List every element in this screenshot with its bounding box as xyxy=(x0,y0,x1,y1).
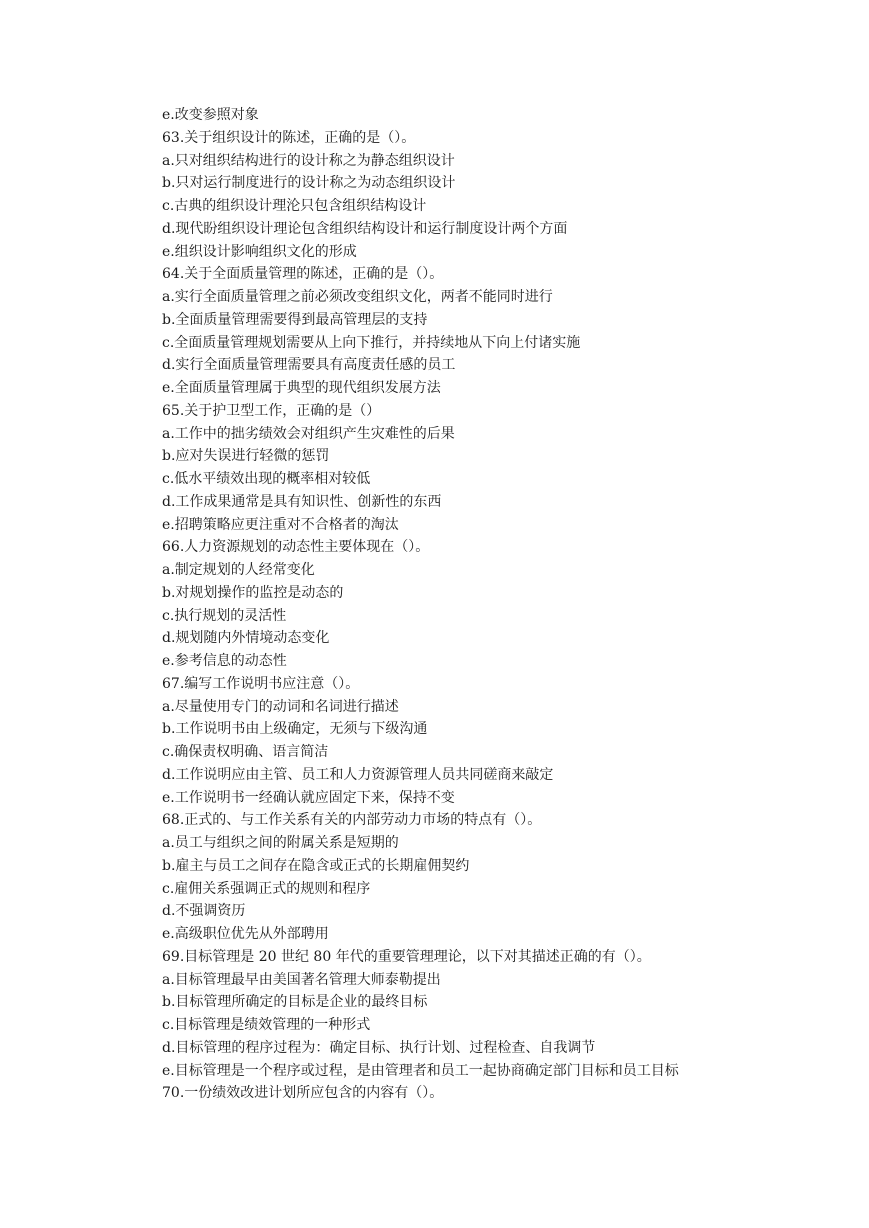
option-line: c.古典的组织设计理沦只包含组织结构设计 xyxy=(162,198,427,214)
option-line: e.工作说明书一经确认就应固定下来，保持不变 xyxy=(162,789,455,806)
option-line: b.应对失误进行轻微的惩罚 xyxy=(162,448,330,465)
option-line: d.不强调资历 xyxy=(162,903,246,920)
question-line: 68.正式的、与工作关系有关的内部劳动力市场的特点有（）。 xyxy=(162,812,542,829)
question-line: 67.编写工作说明书应注意（）。 xyxy=(162,675,360,692)
option-line: e.目标管理是一个程序或过程，是由管理者和员工一起协商确定部门目标和员工目标 xyxy=(162,1062,679,1079)
option-line: c.确保责权明确、语言简洁 xyxy=(162,744,329,760)
option-line: b.目标管理所确定的目标是企业的最终目标 xyxy=(162,994,428,1011)
option-line: b.工作说明书由上级确定，无须与下级沟通 xyxy=(162,721,428,738)
option-line: c.全面质量管理规划需要从上向下推行，并持续地从下向上付诸实施 xyxy=(162,334,581,351)
option-line: e.招聘策略应更注重对不合格者的淘汰 xyxy=(162,516,399,533)
question-line: 64.关于全面质量管理的陈述，正确的是（）。 xyxy=(162,266,444,283)
option-line: a.工作中的拙劣绩效会对组织产生灾难性的后果 xyxy=(162,425,455,442)
question-line: 69.目标管理是 20 世纪 80 年代的重要管理理论，以下对其描述正确的有（）。 xyxy=(162,948,651,965)
option-line: e.高级职位优先从外部聘用 xyxy=(162,926,329,942)
option-line: b.对规划操作的监控是动态的 xyxy=(162,584,344,601)
option-line: e.全面质量管理属于典型的现代组织发展方法 xyxy=(162,380,441,396)
option-line: c.雇佣关系强调正式的规则和程序 xyxy=(162,880,371,897)
option-line: c.低水平绩效出现的概率相对较低 xyxy=(162,471,371,487)
question-line: 63.关于组织设计的陈述，正确的是（）。 xyxy=(162,129,416,146)
question-line: 66.人力资源规划的动态性主要体现在（）。 xyxy=(162,539,430,556)
option-line: b.只对运行制度进行的设计称之为动态组织设计 xyxy=(162,175,456,192)
question-line: 70.一份绩效改进计划所应包含的内容有（）。 xyxy=(162,1085,444,1102)
question-line: 65.关于护卫型工作，正确的是（） xyxy=(162,402,381,419)
option-line: d.工作成果通常是具有知识性、创新性的东西 xyxy=(162,493,442,510)
option-line: d.目标管理的程序过程为：确定目标、执行计划、过程检查、自我调节 xyxy=(162,1039,596,1056)
option-line: d.工作说明应由主管、员工和人力资源管理人员共同磋商来敲定 xyxy=(162,766,554,783)
option-line: d.实行全面质量管理需要具有高度责任感的员工 xyxy=(162,357,456,374)
option-line: c.执行规划的灵活性 xyxy=(162,607,287,624)
option-line: a.实行全面质量管理之前必须改变组织文化，两者不能同时进行 xyxy=(162,289,553,305)
option-line: e.组织设计影响组织文化的形成 xyxy=(162,243,357,260)
option-line: a.尽量使用专门的动词和名词进行描述 xyxy=(162,698,399,715)
option-line: d.现代盼组织设计理论包含组织结构设计和运行制度设计两个方面 xyxy=(162,220,568,237)
option-line: a.员工与组织之间的附属关系是短期的 xyxy=(162,835,399,851)
option-line: e.参考信息的动态性 xyxy=(162,653,287,669)
option-line: d.规划随内外情境动态变化 xyxy=(162,630,330,647)
option-line: c.目标管理是绩效管理的一种形式 xyxy=(162,1017,371,1033)
option-line: a.制定规划的人经常变化 xyxy=(162,562,315,578)
option-line: b.雇主与员工之间存在隐含或正式的长期雇佣契约 xyxy=(162,857,470,874)
option-line: e.改变参照对象 xyxy=(162,107,259,123)
option-line: b.全面质量管理需要得到最高管理层的支持 xyxy=(162,311,428,328)
option-line: a.只对组织结构进行的设计称之为静态组织设计 xyxy=(162,152,455,169)
option-line: a.目标管理最早由美国著名管理大师泰勒提出 xyxy=(162,971,441,988)
document-body xyxy=(162,104,802,1105)
